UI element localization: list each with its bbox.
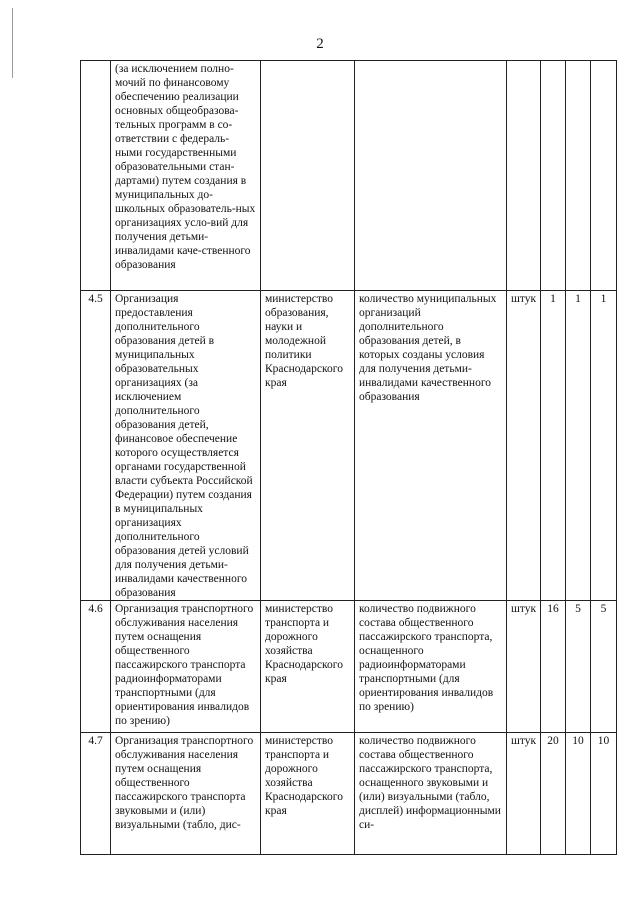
- unit-cell: штук: [507, 291, 541, 601]
- unit-cell: [507, 61, 541, 291]
- indicator-cell: количество муниципальных организаций дополнительного образования детей, в которых созданы условия для получения детьми-инвалидами качественного образования: [355, 291, 507, 601]
- measures-table: [80, 60, 617, 855]
- executor-cell: [261, 61, 355, 291]
- executor-cell: министерство образования, науки и молодежной политики Краснодарского края: [261, 291, 355, 601]
- row-number: 4.6: [81, 601, 111, 733]
- executor-cell: министерство транспорта и дорожного хозяйства Краснодарского края: [261, 601, 355, 733]
- executor-cell: министерство транспорта и дорожного хозяйства Краснодарского края: [261, 733, 355, 855]
- value-cell: 20: [541, 733, 566, 855]
- value-cell: 10: [566, 733, 591, 855]
- table-row: [81, 601, 617, 733]
- activity-cell: Организация предоставления дополнительного образования детей в муниципальных образовательных организациях (за исключением дополнительного образования детей, финансовое обеспечение которого осуществляется органами государственной власти субъекта Российской Федерации) путем создания в муниципальных организациях дополнительного образования детей условий для получения детьми-инвалидами качественного образования: [111, 291, 261, 601]
- page-number: 2: [316, 36, 324, 52]
- value-cell: [541, 61, 566, 291]
- unit-cell: штук: [507, 733, 541, 855]
- value-cell: 10: [591, 733, 617, 855]
- value-cell: 1: [541, 291, 566, 601]
- value-cell: 16: [541, 601, 566, 733]
- indicator-cell: [355, 61, 507, 291]
- indicator-cell: количество подвижного состава общественного пассажирского транспорта, оснащенного радиоинформаторами транспортными (для ориентирования инвалидов по зрению): [355, 601, 507, 733]
- activity-cell: (за исключением полно-мочий по финансовому обеспечению реализации основных общеобразова-тельных программ в со-ответствии с федераль-ными государственными образовательными стан-дартами) путем создания в муниципальных до-школьных образователь-ных организациях усло-вий для получения детьми-инвалидами каче-ственного образования: [111, 61, 261, 291]
- table-row: [81, 61, 617, 291]
- value-cell: [591, 61, 617, 291]
- row-number: [81, 61, 111, 291]
- value-cell: 1: [566, 291, 591, 601]
- row-number: 4.7: [81, 733, 111, 855]
- value-cell: 1: [591, 291, 617, 601]
- table-row: [81, 733, 617, 855]
- row-number: 4.5: [81, 291, 111, 601]
- value-cell: [566, 61, 591, 291]
- value-cell: 5: [591, 601, 617, 733]
- unit-cell: штук: [507, 601, 541, 733]
- indicator-cell: количество подвижного состава общественного пассажирского транспорта, оснащенного звуковыми и (или) визуальными (табло, дисплей) информационными си-: [355, 733, 507, 855]
- table-row: [81, 291, 617, 601]
- activity-cell: Организация транспортного обслуживания населения путем оснащения общественного пассажирского транспорта радиоинформаторами транспортными (для ориентирования инвалидов по зрению): [111, 601, 261, 733]
- value-cell: 5: [566, 601, 591, 733]
- activity-cell: Организация транспортного обслуживания населения путем оснащения общественного пассажирского транспорта звуковыми и (или) визуальными (табло, дис-: [111, 733, 261, 855]
